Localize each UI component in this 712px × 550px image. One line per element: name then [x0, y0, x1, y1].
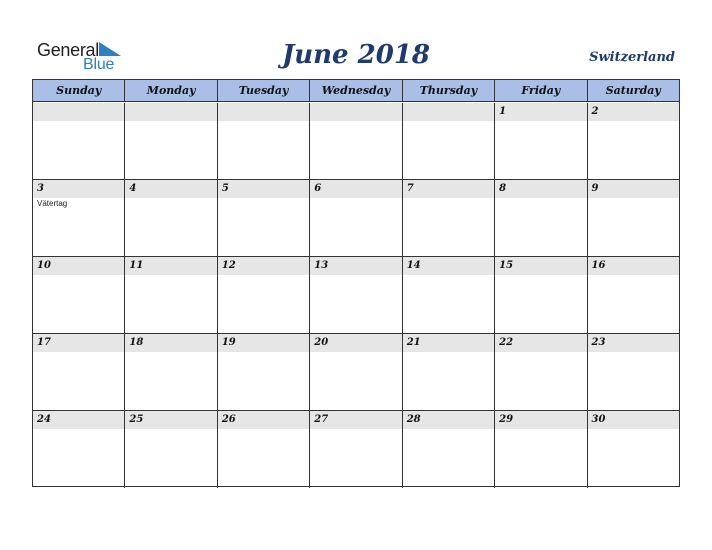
day-cell [310, 180, 402, 256]
day-cell [218, 180, 310, 256]
day-number: 21 [406, 337, 421, 348]
day-number: 18 [129, 337, 144, 348]
weekday-header-row [33, 80, 679, 102]
day-number-bar [218, 180, 309, 198]
day-number-bar [310, 180, 401, 198]
day-number: 27 [314, 414, 329, 425]
day-cell [125, 257, 217, 333]
day-cell [588, 411, 679, 488]
weekday-header: Tuesday [218, 80, 310, 101]
day-cell [495, 257, 587, 333]
day-number: 8 [499, 183, 507, 194]
weekday-header: Thursday [403, 80, 495, 101]
day-number: 29 [499, 414, 514, 425]
week-row [33, 180, 679, 257]
day-number-bar [403, 103, 494, 121]
day-number: 9 [591, 183, 599, 194]
day-cell [588, 103, 679, 179]
day-number-bar [33, 103, 124, 121]
weekday-header: Saturday [605, 84, 661, 97]
day-cell [33, 103, 125, 179]
day-cell [125, 103, 217, 179]
day-number-bar [125, 180, 216, 198]
day-cell [218, 103, 310, 179]
day-number-bar [495, 180, 586, 198]
day-cell [495, 334, 587, 410]
weekday-header: Wednesday [310, 80, 402, 101]
day-number: 28 [406, 414, 421, 425]
day-cell [310, 411, 402, 488]
day-cell [33, 411, 125, 488]
country-label: Switzerland [589, 50, 675, 65]
day-number: 7 [406, 183, 414, 194]
day-cell [218, 411, 310, 488]
day-cell [125, 180, 217, 256]
day-cell [495, 411, 587, 488]
day-number: 22 [499, 337, 514, 348]
day-cell [310, 257, 402, 333]
holiday-label: Vätertag [37, 199, 68, 208]
day-number: 1 [499, 106, 507, 117]
day-number: 6 [314, 183, 322, 194]
day-cell [403, 103, 495, 179]
day-cell [310, 334, 402, 410]
day-cell [218, 257, 310, 333]
day-cell [588, 257, 679, 333]
day-cell [588, 334, 679, 410]
day-number-bar [33, 180, 124, 198]
day-number: 26 [221, 414, 236, 425]
day-cell [403, 411, 495, 488]
day-cell [495, 103, 587, 179]
day-number: 11 [129, 260, 144, 271]
day-cell [588, 180, 679, 256]
day-number: 25 [129, 414, 144, 425]
day-number: 10 [37, 260, 51, 271]
day-cell [218, 334, 310, 410]
day-cell [125, 411, 217, 488]
day-cell [33, 334, 125, 410]
day-cell [403, 257, 495, 333]
day-number: 14 [406, 260, 421, 271]
weekday-header: Friday [495, 80, 587, 101]
calendar-grid [32, 79, 680, 487]
day-number: 15 [499, 260, 514, 271]
day-number-bar [588, 103, 679, 121]
day-cell [33, 180, 125, 256]
day-cell [403, 334, 495, 410]
day-number: 16 [591, 260, 606, 271]
day-number-bar [588, 180, 679, 198]
day-number: 19 [221, 337, 236, 348]
day-cell [495, 180, 587, 256]
week-row [33, 411, 679, 488]
day-number-bar [218, 103, 309, 121]
week-row [33, 103, 679, 180]
day-cell [403, 180, 495, 256]
day-cell [33, 257, 125, 333]
day-number: 17 [37, 337, 51, 348]
day-cell [310, 103, 402, 179]
day-number: 13 [314, 260, 329, 271]
week-row [33, 257, 679, 334]
logo-blue-text: Blue [83, 56, 115, 73]
day-number: 24 [37, 414, 51, 425]
weekday-header: Sunday [33, 80, 125, 101]
day-number-bar [495, 103, 586, 121]
day-number-bar [403, 180, 494, 198]
day-number-bar [310, 103, 401, 121]
day-cell [125, 334, 217, 410]
day-number: 12 [221, 260, 236, 271]
day-number: 5 [221, 183, 229, 194]
day-number: 4 [129, 183, 137, 194]
day-number: 23 [591, 337, 606, 348]
calendar-title: June 2018 [281, 40, 431, 70]
day-number: 20 [314, 337, 329, 348]
day-number: 2 [591, 106, 599, 117]
day-number: 30 [591, 414, 606, 425]
day-number: 3 [37, 183, 44, 194]
weekday-header: Monday [125, 80, 217, 101]
day-number-bar [125, 103, 216, 121]
logo-general-text: General [37, 40, 99, 60]
week-row [33, 334, 679, 411]
